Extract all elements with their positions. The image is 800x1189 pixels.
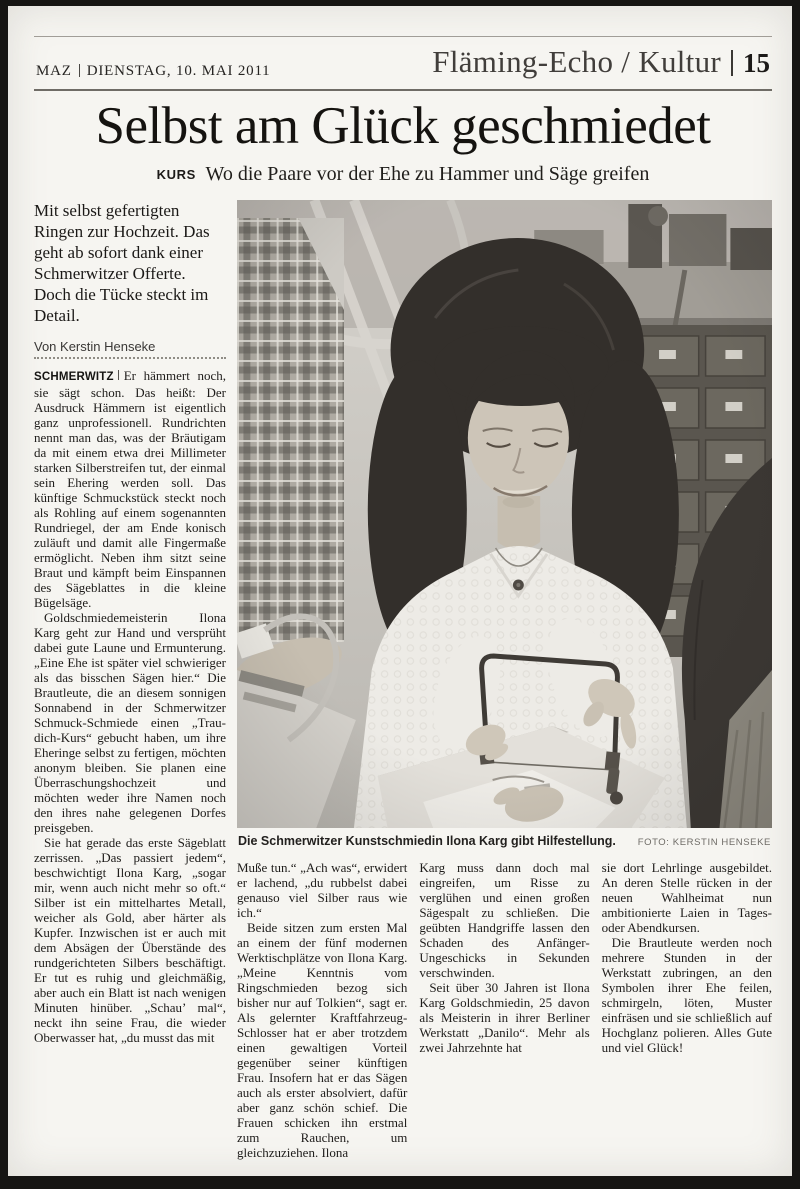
- dateline-divider: [118, 370, 119, 380]
- body-paragraph: Goldschmiedemeisterin Ilona Karg geht zur Hand und versprüht dabei gute Laune und Ermunterung. „Eine Ehe ist später viel schwieriger als das bisschen Sägen hier.“ Die Brautleute, die an diesem sonnigen Sonnabend in der Schmerwitzer Schmuck-Schmiede einen „Trau-dich-Kurs“ gebucht haben, um ihre Eheringe selbst zu fertigen, möchten anonym bleiben. Sie planen eine Überraschungshochzeit und möchten weder ihre Namen noch den ihres nahe gelegenen Dorfes preisgeben.: [34, 609, 226, 835]
- newspaper-page: [8, 6, 792, 1176]
- page-header: [34, 36, 772, 91]
- section-divider: [731, 50, 733, 76]
- photo-credit: FOTO: KERSTIN HENSEKE: [637, 836, 771, 848]
- section-header: [432, 44, 770, 80]
- column-1-text: [34, 368, 226, 1045]
- dateline: SCHMERWITZ: [34, 370, 114, 383]
- masthead: [36, 62, 270, 80]
- masthead-divider: [79, 64, 80, 77]
- photo-caption: Die Schmerwitzer Kunstschmiedin Ilona Karg gibt Hilfestellung.: [238, 833, 616, 848]
- column-1-more: [34, 610, 226, 1045]
- photo-caption-row: [238, 834, 771, 848]
- article-body: [34, 200, 772, 1160]
- subhead: [34, 163, 772, 186]
- body-paragraph: Muße tun.“ „Ach was“, erwidert er lachend, „du rubbelst dabei genauso viel Silber raus wie ich.“: [237, 859, 408, 920]
- article-photo: [237, 200, 772, 828]
- masthead-date: DIENSTAG, 10. MAI 2011: [86, 63, 271, 79]
- byline: Von Kerstin Henseke: [34, 338, 156, 354]
- column-4: [602, 860, 772, 1160]
- kicker: KURS: [156, 166, 196, 182]
- column-1: [34, 200, 226, 1160]
- byline-rule: [34, 357, 226, 359]
- body-paragraph: Karg muss dann doch mal eingreifen, um Risse zu verglühen und einen großen Sägespalt zu schließen. Die geübten Handgriffe lassen den Schaden des Anfänger-Ungeschicks in Sekunden verschwinden.: [419, 859, 590, 980]
- masthead-name: MAZ: [36, 63, 72, 79]
- body-paragraph: sie dort Lehrlinge ausgebildet. An deren Stelle rücken in der neuen Wahlheimat nun ambitionierte Laien in Tages- oder Abendkursen.: [601, 859, 772, 935]
- section-title: Fläming-Echo / Kultur: [432, 44, 721, 79]
- column-3: [419, 860, 589, 1160]
- page-number: 15: [743, 48, 770, 78]
- lead-paragraph: Mit selbst gefertigten Ringen zur Hochzeit. Das geht ab sofort dank einer Schmerwitzer Offerte. Doch die Tücke steckt im Detail.: [34, 200, 210, 325]
- body-paragraph: Sie hat gerade das erste Sägeblatt zerrissen. „Das passiert jedem“, beschwichtigt Ilona Karg, „sogar mir, wenn auch nicht mehr so oft.“ Silber ist ein mittelhartes Metall, weicher als Gold, aber härter als Kupfer. Inzwischen ist er auch mit dem Absägen der Überstände des rundgerichteten Silbers beschäftigt. Er tut es ruhig und gleichmäßig, aber auch ein Blatt ist nach wenigen Minuten hinüber. „Schau’ mal“, neckt ihn seine Frau, die wieder Oberwasser hat, „du musst das mit: [34, 834, 226, 1045]
- column-2: [237, 860, 407, 1160]
- subhead-text: Wo die Paare vor der Ehe zu Hammer und Säge greifen: [205, 162, 650, 185]
- body-paragraph: [34, 368, 226, 610]
- body-paragraph: Die Brautleute werden noch mehrere Stunden in der Werkstatt zubringen, an den Symbolen ihrer Ehe feilen, schmirgeln, löten, Muster einfräsen und sie schließlich auf Hochglanz polieren. Alles Gute und viel Glück!: [601, 934, 772, 1055]
- bottom-columns: [237, 860, 772, 1160]
- body-paragraph: Beide sitzen zum ersten Mal an einem der fünf modernen Werktischplätze von Ilona Karg. „Meine Kenntnis vom Ringschmieden bezog sich bisher nur auf Tolkien“, sagt er. Als gelernter Kraftfahrzeug-Schlosser hat er aber trotzdem einen gewaltigen Vorteil gegenüber seiner künftigen Frau. Insofern hat er das Sägen auch als erster absolviert, dafür aber ganz schön schief. Die Frauen schicken ihn erstmal zum Rauchen, um gleichzuziehen. Ilona: [237, 919, 408, 1160]
- dateline-paragraph-text: Er hämmert noch, sie sägt schon. Das heißt: Der Ausdruck Hämmern ist eigentlich ganz unprofessionell. Rundrichten nennt man das, was der Bräutigam da mit einem etwa drei Millimeter starken Silberstreifen tut, der einmal sein Ehering werden soll. Das künftige Schmuckstück steckt noch als Rohling auf einem sogenannten Rundriegel, der am Ende konisch zuläuft und damit alle Fingermaße ermöglicht. Neben ihm sitzt seine Braut und kämpft beim Einspannen des Sägeblattes in die kleine Bügelsäge.: [34, 367, 226, 610]
- headline: Selbst am Glück geschmiedet: [95, 97, 711, 155]
- body-paragraph: Seit über 30 Jahren ist Ilona Karg Goldschmiedin, 25 davon als Meisterin in ihrer Berliner Werkstatt „Danilo“. Mehr als zwei Jahrzehnte hat: [419, 979, 590, 1055]
- right-zone: [237, 200, 772, 1160]
